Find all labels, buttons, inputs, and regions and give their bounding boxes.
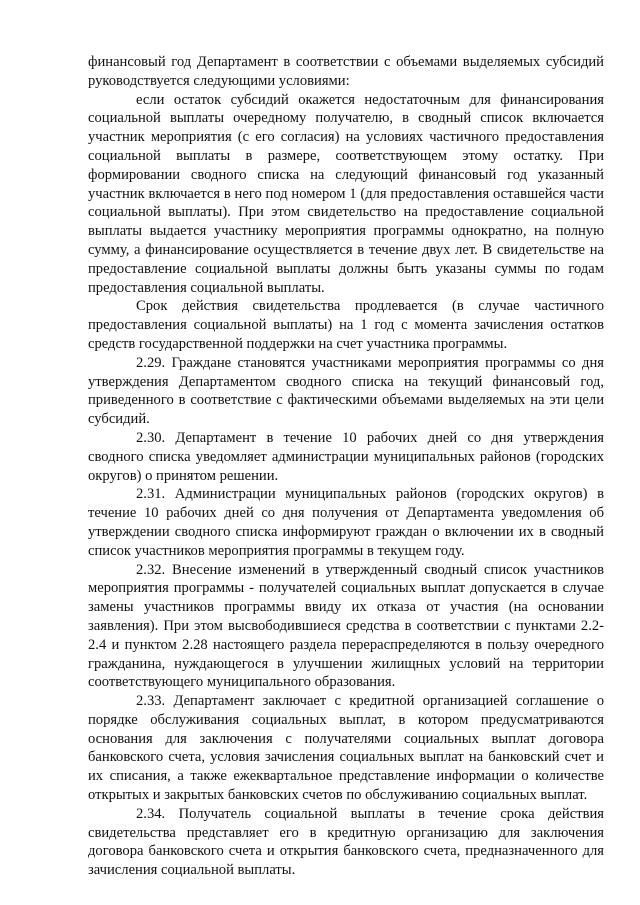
document-page bbox=[88, 53, 604, 880]
paragraph-2-34: 2.34. Получатель социальной выплаты в течение срока действия свидетельства представляет его в кредитную организацию для заключения договора банковского счета и открытия банковского счета, предназначенного для зачисления социальной выплаты. bbox=[88, 805, 604, 879]
paragraph-2-32: 2.32. Внесение изменений в утвержденный сводный список участников мероприятия программы - получателей социальных выплат допускается в случае замены участников программы ввиду их отказа от участия (на основании заявления). При этом высвободившиеся средства в соответствии с пунктами 2.2-2.4 и пунктом 2.28 настоящего раздела перераспределяются в пользу очередного гражданина, нуждающегося в улучшении жилищных условий на территории соответствующего муниципального образования. bbox=[88, 561, 604, 691]
paragraph-2-29: 2.29. Граждане становятся участниками мероприятия программы со дня утверждения Департаментом сводного списка на текущий финансовый год, приведенного в соответствие с фактическими объемами выделяемых на эти цели субсидий. bbox=[88, 354, 604, 428]
paragraph-2-33: 2.33. Департамент заключает с кредитной организацией соглашение о порядке обслуживания социальных выплат, в котором предусматриваются основания для заключения с получателями социальных выплат договора банковского счета, условия зачисления социальных выплат на банковский счет и их списания, а также ежеквартальное представление информации о количестве открытых и закрытых банковских счетов по обслуживанию социальных выплат. bbox=[88, 693, 604, 804]
paragraph-insufficient-subsidy: если остаток субсидий окажется недостаточным для финансирования социальной выплаты очередному получателю, в сводный список включается участник мероприятия (с его согласия) на условиях частичного предоставления социальной выплаты в размере, соответствующем этому остатку. При формировании сводного списка на следующий финансовый год указанный участник включается в него под номером 1 (для предоставления оставшейся части социальной выплаты). При этом свидетельство на предоставление социальной выплаты выдается участнику мероприятия программы однократно, на полную сумму, а финансирование осуществляется в течение двух лет. В свидетельстве на предоставление социальной выплаты должны быть указаны суммы по годам предоставления социальной выплаты. bbox=[88, 91, 604, 296]
paragraph-continuation: финансовый год Департамент в соответствии с объемами выделяемых субсидий руководствуется следующими условиями: bbox=[88, 54, 604, 89]
paragraph-2-30: 2.30. Департамент в течение 10 рабочих дней со дня утверждения сводного списка уведомляет администрации муниципальных районов (городских округов) о принятом решении. bbox=[88, 429, 604, 484]
paragraph-certificate-extension: Срок действия свидетельства продлевается (в случае частичного предоставления социальной выплаты) на 1 год с момента зачисления остатков средств государственной поддержки на счет участника программы. bbox=[88, 298, 604, 352]
paragraph-2-31: 2.31. Администрации муниципальных районов (городских округов) в течение 10 рабочих дней со дня получения от Департамента уведомления об утверждении сводного списка информируют граждан о включении их в сводный список участников мероприятия программы в текущем году. bbox=[88, 486, 604, 559]
